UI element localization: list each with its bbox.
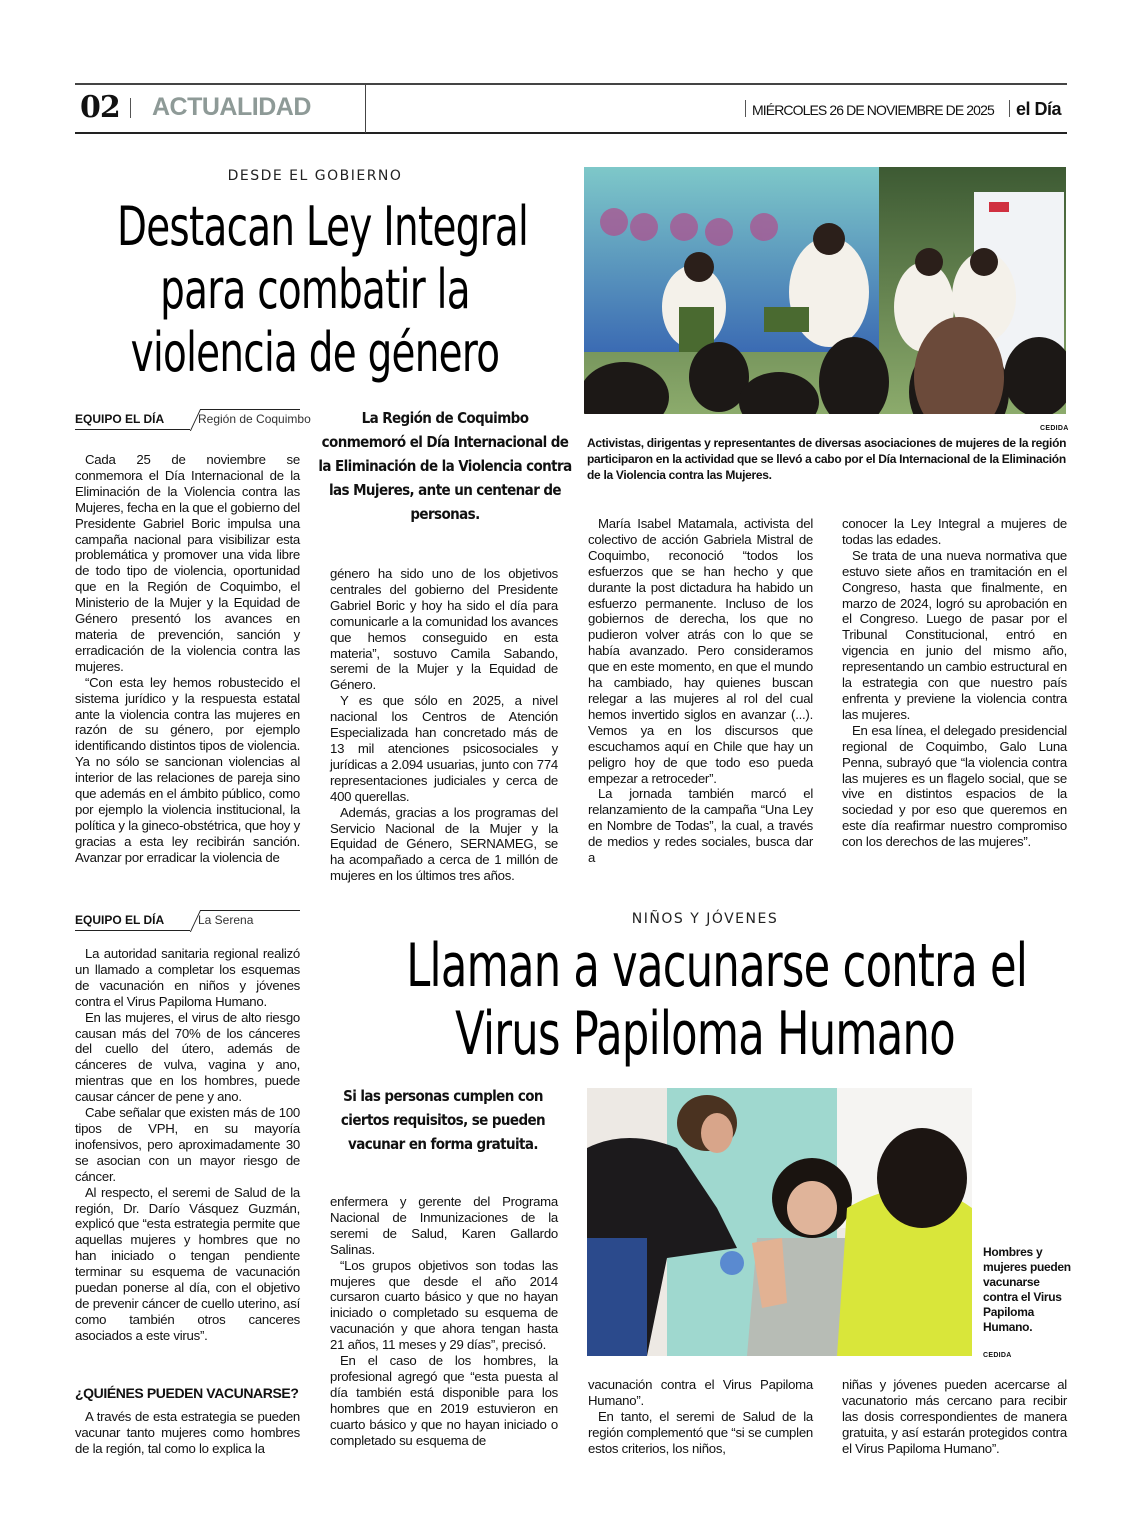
headline-line: Destacan Ley Integral [116,195,529,258]
byline-rule [200,910,300,911]
byline-author: EQUIPO EL DÍA [75,412,165,426]
event-photo-illustration [584,167,1066,414]
paragraph: La jornada también marcó el relanzamiento de la campaña “Una Ley en Nombre de Todas”, la cual, a través de medios y redes sociales, busca dar a [588,786,813,866]
paragraph: María Isabel Matamala, activista del colectivo de acción Gabriela Mistral de Coquimbo, reconoció “todos los esfuerzos que se han hecho y que durante la post dictadura ha habido un esfuerzo permanente. Incluso de los gobiernos de derecha, los que no pudieron volver atrás con lo que se había avanzado. Pero consideramos que en este momento, en que el mundo ha cambiado, hay quienes buscan relegar a las mujeres al rol del cual hemos invertido siglos en avanzar (...). Vemos ya en los discursos que escuchamos aquí en Chile que hay un peligro hoy de que todo eso pueda empezar a retroceder”. [588,516,813,786]
paragraph: enfermera y gerente del Programa Nacional de Inmunizaciones de la seremi de Salud, Karen Gallardo Salinas. [330,1194,558,1257]
header-bottom-rule [75,132,1067,134]
paragraph: La autoridad sanitaria regional realizó un llamado a completar los esquemas de vacunación en niños y jóvenes contra el Virus Papiloma Humano. [75,946,300,1009]
article2-column-2 [330,1194,558,1449]
byline-rule [200,409,300,410]
article1-kicker: DESDE EL GOBIERNO [227,168,403,184]
paragraph: En el caso de los hombres, la profesional agregó que “esta puesta al día también está disponible para los hombres que en 2019 estuvieron en cuarto básico y que no hayan iniciado o completado su esquema de [330,1353,558,1448]
article1-column-4 [842,516,1067,850]
newspaper-brand: el Día [1016,99,1062,119]
paragraph: A través de esta estrategia se pueden vacunar tanto mujeres como hombres de la región, tal como lo explica la [75,1409,300,1456]
paragraph: En tanto, el seremi de Salud de la región complementó que “si se cumplen estos criterios, los niños, [588,1408,813,1456]
header-top-rule [75,83,1067,85]
headline-line: Virus Papiloma Humano [455,999,955,1069]
paragraph: Al respecto, el seremi de Salud de la región, Dr. Darío Vásquez Guzmán, explicó que “esta estrategia permite que aquellas mujeres y hombres que no han iniciado o tengan pendiente terminar su esquema de vacunación puedan ponerse al día, con el objetivo de prevenir cáncer de cuello uterino, así como también otros canceres asociados a este virus”. [75,1184,300,1343]
paragraph: Cada 25 de noviembre se conmemora el Día Internacional de la Eliminación de la Violencia contra las Mujeres, fecha en la que el gobierno del Presidente Gabriel Boric impulsa una campaña nacional para visibilizar esta problemática y promover una vida libre de todo tipo de violencia, oportunidad que en la Región de Coquimbo, el Ministerio de la Mujer y la Equidad de Género presentó los avances en materia de prevención, sanción y erradicación de la violencia contra las mujeres. [75,452,300,674]
article2-headline [290,932,1120,1068]
headline-line: violencia de género [130,321,500,384]
paragraph: Se trata de una nueva normativa que estuvo siete años en tramitación en el Congreso, hasta que finalmente, en marzo de 2024, logró su aprobación en el Congreso. Luego de pasar por el Tribunal Constitucional, entró en vigencia en junio del mismo año, representando un cambio estructural en la estrategia con que nuestro país enfrenta y previene la violencia contra las mujeres. [842,547,1067,722]
photo-credit: CEDIDA [1040,425,1069,432]
article2-byline [75,910,300,934]
paragraph: niñas y jóvenes pueden acercarse al vacunatorio más cercano para recibir las dosis correspondientes de manera gratuita, y así estarán protegidos contra el Virus Papiloma Humano”. [842,1377,1067,1456]
header-pipe [1009,100,1010,117]
article1-photo [584,167,1066,414]
article2-column-1b [75,1409,300,1457]
article2-photo [587,1088,972,1356]
article2-column-1 [75,946,300,1344]
article1-deck: La Región de Coquimbo conmemoró el Día Internacional de la Eliminación de la Violencia contra las Mujeres, ante un centenar de personas. [318,409,572,523]
article1-headline [40,195,590,384]
headline-line: Llaman a vacunarse contra el [406,931,1028,1001]
paragraph: Y es que sólo en 2025, a nivel nacional los Centros de Atención Especializada han concretado más de 13 mil atenciones psicosociales y jurídicas a 2.094 usuarias, junto con 774 representaciones judiciales y cerca de 400 querellas. [330,693,558,804]
headline-line: para combatir la [160,258,470,321]
byline-rule [75,930,190,931]
paragraph: “Los grupos objetivos son todas las mujeres que desde el año 2014 cursaron cuarto básico y que no hayan iniciado o completado su esquema de vacunación y que ahora tengan hasta 21 años, 11 meses y 29 días”, precisó. [330,1257,558,1353]
section-title: ACTUALIDAD [152,93,311,121]
paragraph: conocer la Ley Integral a mujeres de todas las edades. [842,516,1067,547]
photo-caption: Activistas, dirigentas y representantes de diversas asociaciones de mujeres de la región participaron en la actividad que se llevó a cabo por el Día Internacional de la Eliminación de la Violencia contra las Mujeres. [587,436,1067,482]
photo-credit: CEDIDA [983,1352,1012,1359]
article1-column-3 [588,516,813,866]
article2-kicker: NIÑOS Y JÓVENES [631,911,779,927]
issue-date: MIÉRCOLES 26 DE NOVIEMBRE DE 2025 [752,102,994,118]
vaccination-photo-illustration [587,1088,972,1356]
photo-caption: Hombres y mujeres pueden vacunarse contra el Virus Papiloma Humano. [983,1245,1071,1334]
page-number: 02 [80,90,120,125]
paragraph: En esa línea, el delegado presidencial regional de Coquimbo, Galo Luna Penna, subrayó que “la violencia contra las mujeres es un flagelo social, que se vive en distintos espacios de la sociedad y por eso que queremos en este día reafirmar nuestro compromiso con los derechos de las mujeres”. [842,722,1067,850]
article2-column-3 [588,1377,813,1457]
paragraph: Además, gracias a los programas del Servicio Nacional de la Mujer y la Equidad de Género, SERNAMEG, se ha acompañado a cerca de 1 millón de mujeres en los últimos tres años. [330,804,558,884]
paragraph: En las mujeres, el virus de alto riesgo causan más del 70% de los cánceres del cuello del útero, además de cánceres de vulva, vagina y ano, mientras que en los hombres, puede causar cáncer de pene y ano. [75,1009,300,1105]
article1-column-2 [330,566,558,884]
article2-column-4 [842,1377,1067,1457]
article1-column-1 [75,452,300,866]
paragraph: vacunación contra el Virus Papiloma Humano”. [588,1377,813,1408]
paragraph: Cabe señalar que existen más de 100 tipos de VPH, en su mayoría inofensivos, pero aproximadamente 30 se asocian con un mayor riesgo de cáncer. [75,1105,300,1184]
article1-byline [75,409,311,433]
header-divider [365,84,366,133]
paragraph: género ha sido uno de los objetivos centrales del gobierno del Presidente Gabriel Boric y hoy ha sido el día para comunicarle a la comunidad los avances que hemos conseguido en esta materia”, sostuvo Camila Sabando, seremi de la Mujer y la Equidad de Género. [330,566,559,693]
article2-deck: Si las personas cumplen con ciertos requisitos, se pueden vacunar en forma gratuita. [340,1087,546,1153]
byline-location: La Serena [198,913,254,927]
header-pipe [130,98,131,118]
byline-author: EQUIPO EL DÍA [75,913,165,927]
byline-rule [75,429,190,430]
header-pipe [745,100,746,117]
paragraph: “Con esta ley hemos robustecido el sistema jurídico y la respuesta estatal ante la violencia contra las mujeres en razón de su género, por ejemplo identificando distintos tipos de violencia. Ya no sólo se sancionan violencias al interior de las relaciones de pareja sino que además en el ámbito público, como por ejemplo la violencia institucional, la política y la gineco-obstétrica, que hoy y gracias a esta ley recibirán sanción. Avanzar por erradicar la violencia de [75,674,300,865]
byline-location: Región de Coquimbo [198,412,311,426]
article2-subhead: ¿QUIÉNES PUEDEN VACUNARSE? [75,1385,299,1401]
